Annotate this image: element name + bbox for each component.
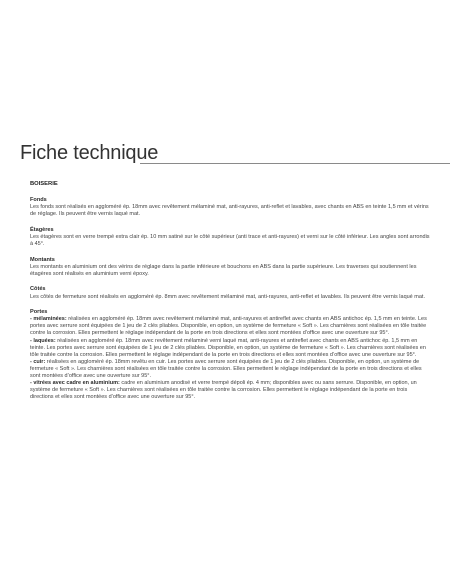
section-title: Montants bbox=[30, 256, 55, 263]
door-item-laquees bbox=[30, 338, 430, 359]
door-item-cuir bbox=[30, 359, 430, 380]
section-title: Étagères bbox=[30, 226, 54, 233]
door-item-text: réalisées en aggloméré ép. 18mm avec revêtement mélaminé verni laqué mat, anti-rayures et antireflet avec chants en ABS antichoc ép. 1,5 mm en teinte. Les portes avec serrure sont équipées de 1 jeu de 2 clés pliables. Disponible, en option, un système de fermeture « Soft ». Les charnières sont réalisées en tôle traitée contre la corrosion. Elles permettent le réglage indépendant de la porte en trois directions et elles sont montées d’office avec une ouverture sur 95°. bbox=[30, 337, 426, 358]
section-text: Les montants en aluminium ont des vérins de réglage dans la partie inférieure et bouchons en ABS dans la partie supérieure. Les traverses qui soutiennent les étagères sont réalisés en aluminium verni époxy. bbox=[30, 263, 417, 277]
page-title: Fiche technique bbox=[20, 142, 159, 164]
door-item-label: - cuir: bbox=[30, 358, 46, 365]
door-item-label: - laquées: bbox=[30, 337, 56, 344]
section-title: Fonds bbox=[30, 197, 47, 204]
section-text: Les côtés de fermeture sont réalisés en aggloméré ép. 8mm avec revêtement mélaminé mat, anti-rayures, anti-reflet et lavables. Ils peuvent être vernis laqué mat. bbox=[30, 293, 425, 300]
section-montants bbox=[30, 257, 430, 278]
section-text: Les fonds sont réalisés en aggloméré ép. 18mm avec revêtement mélaminé mat, anti-rayures, anti-reflet et lavables, avec chants en ABS en teinte 1,5 mm et vérins de réglage. Ils peuvent être vernis laqué mat. bbox=[30, 204, 429, 218]
title-row bbox=[20, 142, 430, 164]
section-text: Les étagères sont en verre trempé extra clair ép. 10 mm satiné sur le côté supérieur (anti trace et anti-rayures) et verni sur le côté inférieur. Les angles sont arrondis à 45°. bbox=[30, 233, 430, 248]
door-item-melaminees bbox=[30, 316, 430, 337]
door-item-label: - vitrées avec cadre en aluminium: bbox=[30, 380, 120, 387]
section-cotes bbox=[30, 286, 430, 300]
door-item-text: réalisées en aggloméré ép. 18mm avec revêtement mélaminé mat, anti-rayures et antireflet avec chants en ABS antichoc ép. 1,5 mm en teinte. Les portes avec serrure sont équipées de 1 jeu de 2 clés pliables. Disponible, en option, un système de fermeture « Soft ». Les charnières sont réalisées en tôle traitée contre la corrosion. Elles permettent le réglage indépendant de la porte en trois directions et elles sont montées d’office avec une ouverture sur 95°. bbox=[30, 316, 427, 337]
section-portes bbox=[30, 309, 430, 401]
main-heading: BOISERIE bbox=[30, 181, 58, 187]
door-item-text: réalisées en aggloméré ép. 18mm revêtu en cuir. Les portes avec serrure sont équipées de 1 jeu de 2 clés pliables. Disponible, en option, un système de fermeture « Soft ». Les charnières sont réalisées en tôle traitée contre la corrosion. Elles permettent le réglage indépendant de la porte en trois directions et elles sont montées d’office avec une ouverture sur 95°. bbox=[30, 358, 422, 379]
section-etageres bbox=[30, 227, 430, 248]
section-title: Côtés bbox=[30, 286, 46, 293]
section-fonds bbox=[30, 197, 430, 218]
door-item-text: cadre en aluminium anodisé et verre trempé dépoli ép. 4 mm; disponibles avec ou sans serrure. Disponible, en option, un système de fermeture « Soft ». Les charnières sont réalisées en tôle traitée contre la corrosion. Elles permettent le réglage indépendant de la porte en trois directions et elles sont montées d’office avec une ouverture sur 95°. bbox=[30, 380, 417, 401]
door-item-vitrees bbox=[30, 380, 430, 401]
document-body bbox=[30, 181, 430, 410]
section-title: Portes bbox=[30, 309, 48, 316]
title-rule bbox=[140, 163, 450, 164]
door-item-label: - mélaminées: bbox=[30, 316, 67, 323]
